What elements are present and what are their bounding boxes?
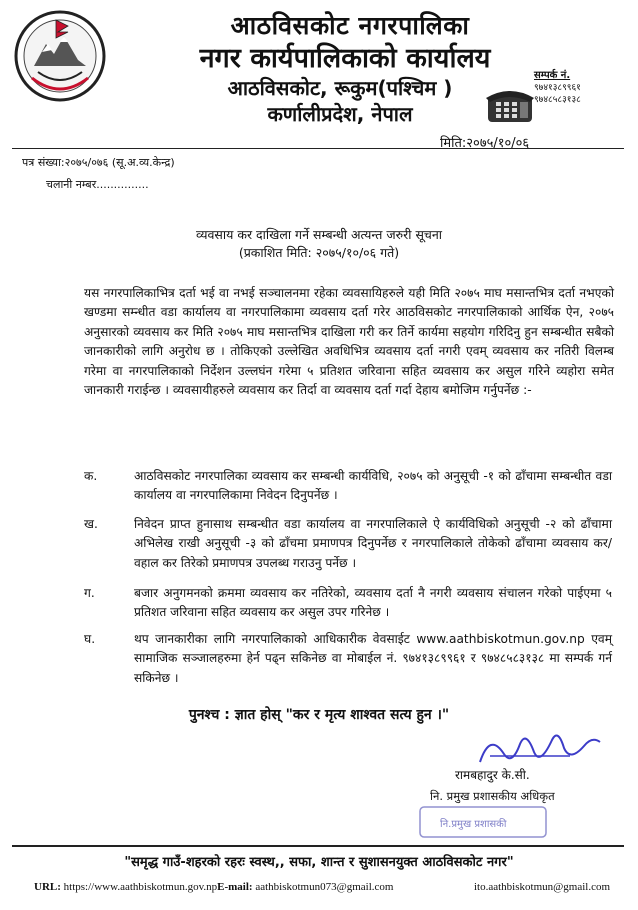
item-text-ga: बजार अनुगमनको क्रममा व्यवसाय कर नतिरेको, व्यवसाय दर्ता नै नगरी व्यवसाय संचालन गरेको पाईएमा ५ प्रतिशत जरिवाना सहित व्यवसाय कर असुल उपर गरिनेछ ।: [134, 586, 612, 620]
nepal-emblem-logo: [12, 8, 108, 102]
notice-subject: व्यवसाय कर दाखिला गर्ने सम्बन्धी अत्यन्त जरुरी सूचना: [195, 227, 443, 242]
telephone-icon: [484, 86, 536, 126]
email-label: E-mail:: [217, 881, 253, 893]
header-divider: [12, 148, 624, 149]
signatory-title: नि. प्रमुख प्रशासकीय अधिकृत: [430, 789, 555, 803]
municipality-slogan: "समृद्ध गाउँ-शहरको रहरः स्वस्थ,, सफा, शान्त र सुशासनयुक्त आठविसकोट नगर": [124, 855, 514, 870]
item-label-ga: ग.: [84, 586, 95, 600]
municipality-name: आठविसकोट नगरपालिका: [230, 11, 470, 40]
published-date: (प्रकाशित मिति: २०७५/१०/०६ गते): [238, 245, 400, 260]
footer-contact: [34, 881, 393, 893]
contact-number-2: ९७४८५८३१३८: [534, 95, 581, 105]
item-text-kha: निवेदन प्राप्त हुनासाथ सम्बन्धीत वडा कार्यालय वा नगरपालिकाले ऐ कार्यविधिको अनुसूची -२ को ढाँचामा अभिलेख राखी अनुसूची -३ को ढाँचमा प्रमाणपत्र दिनुपर्नेछ र नगरपालिकाले तोकेको ढाँचामा व्यवसाय कर/वहाल कर तिरेको प्रमाणपत्र उपलब्ध गराउनु पर्नेछ ।: [134, 517, 612, 570]
final-note: पुनश्च : ज्ञात होस् "कर र मृत्य शाश्वत सत्य हुन ।": [188, 707, 450, 723]
contact-number-1: ९७४१३८९९६१: [534, 83, 581, 93]
signatory-name: रामबहादुर के.सी.: [455, 768, 530, 782]
letter-reference-number: पत्र संख्या:२०७५/०७६ (सू.अ.व्य.केन्द्र): [22, 156, 175, 169]
stamp-text: नि.प्रमुख प्रशासकी: [440, 819, 507, 830]
dispatch-number: चलानी नम्बर...............: [46, 178, 149, 191]
item-label-gha: घ.: [84, 632, 96, 646]
notice-body: यस नगरपालिकाभित्र दर्ता भई वा नभई सञ्चालनमा रहेका व्यवसायिहरुले यही मिति २०७५ माघ मसान्तभित्र दर्ता नभएको खण्डमा सम्न्धीत वडा कार्यालय वा नगरपालिकामा व्यवसाय दर्ता गरेर आठविसकोट नगरपालिकाको आर्थिक ऐन, २०७५ अनुसारको व्यवसाय कर मिति २०७५ माघ मसान्तभित्र दाखिला गरी कर तिर्ने कार्यमा सहयोग गरिदिनु हुन सम्बन्धीत सबैको जानकारीको लागि अनुरोध छ । तोकिएको उल्लेखित अवधिभित्र व्यवसाय दर्ता नगरी एवम् व्यवसाय कर नतिरी विलम्ब गरेमा वा नगरपालिकाको निर्देशन उल्लघंन गरेमा ५ प्रतिशत जरिवाना सहित व्यवसाय कर असुल गरिने व्यहोरा समेत जानकारी गराईन्छ । व्यवसायीहरुले व्यवसाय कर तिर्दा वा व्यवसाय दर्ता गर्दा देहाय बमोजिम गर्नुपर्नेछ :-: [84, 286, 614, 398]
item-text-gha: थप जानकारीका लागि नगरपालिकाको आधिकारीक वेवसाईट www.aathbiskotmun.gov.np एवम् सामाजिक सञ्जालहरुमा हेर्न पढ्न सकिनेछ वा मोबाईल नं. ९७४१३८९९६१ र ९७४८५८३१३८ मा सम्पर्क गर्न सकिनेछ ।: [134, 632, 612, 685]
url-label: URL:: [34, 881, 61, 893]
address-line: आठविसकोट, रूकुम(पश्चिम ): [227, 76, 453, 100]
website-link[interactable]: https://www.aathbiskotmun.gov.np: [63, 881, 218, 893]
email-link-2[interactable]: ito.aathbiskotmun@gmail.com: [474, 881, 611, 893]
item-label-kha: ख.: [84, 517, 98, 531]
contact-block: [534, 70, 634, 106]
province-line: कर्णालीप्रदेश, नेपाल: [267, 102, 413, 126]
footer-divider: [12, 845, 624, 847]
item-label-ka: क.: [84, 469, 98, 483]
item-text-ka: आठविसकोट नगरपालिका व्यवसाय कर सम्बन्धी कार्यविधि, २०७५ को अनुसूची -१ को ढाँचामा सम्बन्धीत वडा कार्यालय वा नगरपालिकामा निवेदन दिनुपर्नेछ ।: [134, 469, 612, 503]
office-name: नगर कार्यपालिकाको कार्यालय: [199, 43, 491, 74]
email-link-1[interactable]: aathbiskotmun073@gmail.com: [255, 881, 394, 893]
issue-date: मिति:२०७५/१०/०६: [440, 136, 530, 151]
contact-label: सम्पर्क नं.: [534, 70, 571, 81]
